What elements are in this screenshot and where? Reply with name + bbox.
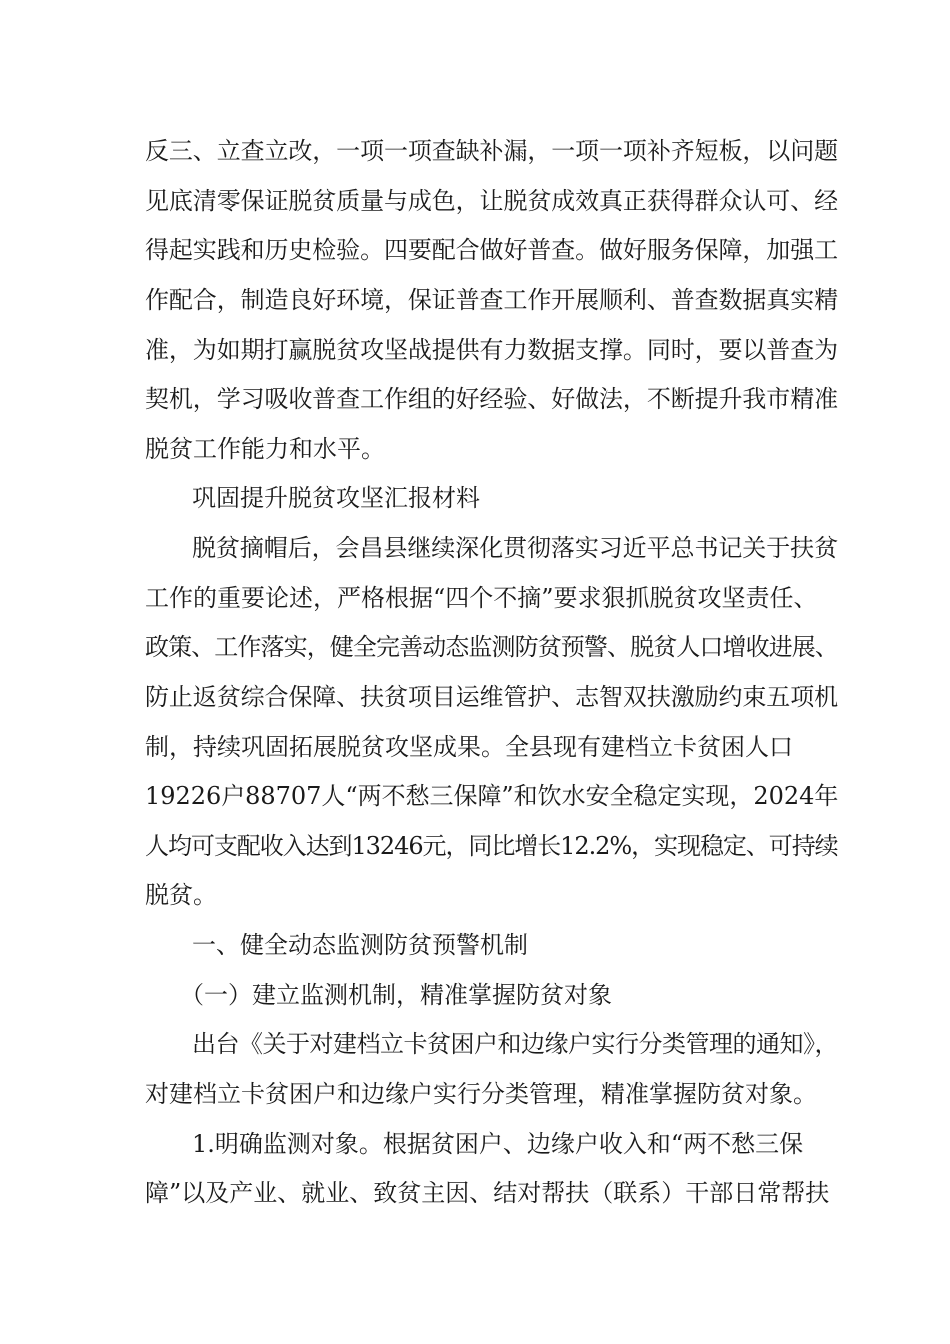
body-text-line: 障”以及产业、就业、致贫主因、结对帮扶（联系）干部日常帮扶 [145,1179,830,1207]
body-text-line: 政策、工作落实，健全完善动态监测防贫预警、脱贫人口增收进展、 [145,633,838,661]
body-text-line: 见底清零保证脱贫质量与成色，让脱贫成效真正获得群众认可、经 [145,187,838,215]
body-text-line: 防止返贫综合保障、扶贫项目运维管护、志智双扶激励约束五项机 [145,683,838,711]
body-text-line: 制，持续巩固拓展脱贫攻坚成果。全县现有建档立卡贫困人口 [145,733,793,761]
section-heading: 巩固提升脱贫攻坚汇报材料 [192,484,480,512]
subsection-heading: （一）建立监测机制，精准掌握防贫对象 [180,981,612,1009]
body-text-line: 对建档立卡贫困户和边缘户实行分类管理，精准掌握防贫对象。 [145,1080,817,1108]
body-text-line: 工作的重要论述，严格根据“四个不摘”要求狠抓脱贫攻坚责任、 [145,584,818,612]
body-text-line: 人均可支配收入达到13246元，同比增长12.2%，实现稳定、可持续 [145,832,838,860]
body-text-line: 19226户88707人“两不愁三保障”和饮水安全稳定实现，2024年 [145,782,839,810]
body-text-line: 脱贫工作能力和水平。 [145,435,385,463]
body-text-line: 反三、立查立改，一项一项查缺补漏，一项一项补齐短板，以问题 [145,137,838,165]
body-text-line: 契机，学习吸收普查工作组的好经验、好做法，不断提升我市精准 [145,385,838,413]
body-text-line: 脱贫摘帽后，会昌县继续深化贯彻落实习近平总书记关于扶贫 [192,534,838,562]
body-text-line: 作配合，制造良好环境，保证普查工作开展顺利、普查数据真实精 [145,286,838,314]
body-text-line: 脱贫。 [145,881,217,909]
body-text-line: 准，为如期打赢脱贫攻坚战提供有力数据支撑。同时，要以普查为 [145,336,838,364]
body-text-line: 得起实践和历史检验。四要配合做好普查。做好服务保障，加强工 [145,236,838,264]
body-text-line: 1.明确监测对象。根据贫困户、边缘户收入和“两不愁三保 [192,1130,804,1158]
body-text-line: 出台《关于对建档立卡贫困户和边缘户实行分类管理的通知》， [192,1030,838,1058]
section-heading: 一、健全动态监测防贫预警机制 [192,931,528,959]
